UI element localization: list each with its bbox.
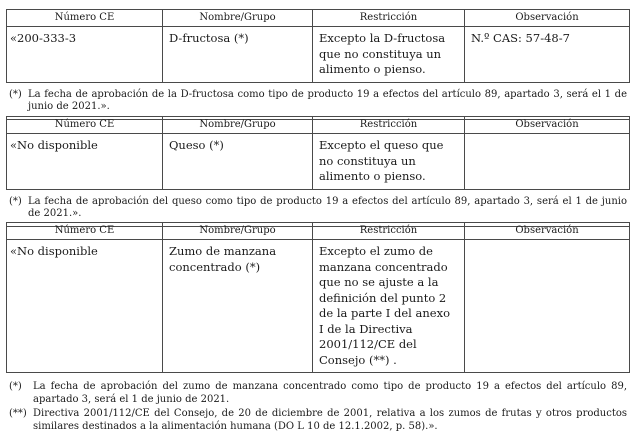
footnote-mark: (*) bbox=[9, 195, 22, 207]
table-row bbox=[7, 240, 630, 373]
footnote-text: La fecha de aprobación de la D-fructosa como tipo de producto 19 a efectos del artículo 89, apartado 3, será el 1 de junio de 2021.». bbox=[28, 88, 627, 112]
entry-block-d-fructosa bbox=[6, 9, 629, 120]
footnote-mark: (*) bbox=[9, 88, 22, 100]
table-header-row bbox=[7, 10, 630, 27]
footnotes bbox=[6, 190, 629, 227]
footnote-mark: (**) bbox=[9, 408, 27, 419]
cell-restriccion: Excepto el queso que no constituya un alimento o pienso. bbox=[313, 134, 465, 190]
substance-table bbox=[6, 9, 630, 83]
footnote bbox=[6, 408, 629, 433]
header-restriccion: Restricción bbox=[313, 117, 465, 134]
header-restriccion: Restricción bbox=[313, 10, 465, 27]
footnote-text: La fecha de aprobación del zumo de manzana concentrado como tipo de producto 19 a efectos del artículo 89, apartado 3, será el 1 de junio de 2021. bbox=[33, 381, 627, 405]
footnote bbox=[6, 381, 629, 406]
cell-numero-ce: «No disponible bbox=[7, 240, 163, 373]
footnote-text: Directiva 2001/112/CE del Consejo, de 20 de diciembre de 2001, relativa a los zumos de frutas y otros productos similares destinados a la alimentación humana (DO L 10 de 12.1.2002, p. 58).». bbox=[33, 408, 627, 432]
table-row bbox=[7, 27, 630, 83]
header-numero-ce: Número CE bbox=[7, 10, 163, 27]
header-nombre-grupo: Nombre/Grupo bbox=[163, 223, 313, 240]
header-observacion: Observación bbox=[465, 223, 630, 240]
header-observacion: Observación bbox=[465, 117, 630, 134]
cell-nombre-grupo: D-fructosa (*) bbox=[163, 27, 313, 83]
footnote bbox=[6, 89, 629, 114]
cell-observacion bbox=[465, 134, 630, 190]
header-nombre-grupo: Nombre/Grupo bbox=[163, 117, 313, 134]
header-observacion: Observación bbox=[465, 10, 630, 27]
entry-block-queso bbox=[6, 116, 629, 227]
footnote-text: La fecha de aprobación del queso como tipo de producto 19 a efectos del artículo 89, apartado 3, será el 1 de junio de 2021.». bbox=[28, 195, 627, 219]
footnotes bbox=[6, 373, 629, 433]
cell-observacion: N.º CAS: 57-48-7 bbox=[465, 27, 630, 83]
cell-nombre-grupo: Queso (*) bbox=[163, 134, 313, 190]
cell-nombre-grupo: Zumo de manzana concentrado (*) bbox=[163, 240, 313, 373]
cell-numero-ce: «200-333-3 bbox=[7, 27, 163, 83]
table-header-row bbox=[7, 223, 630, 240]
footnotes bbox=[6, 83, 629, 120]
substance-table bbox=[6, 222, 630, 373]
header-nombre-grupo: Nombre/Grupo bbox=[163, 10, 313, 27]
header-restriccion: Restricción bbox=[313, 223, 465, 240]
cell-restriccion: Excepto la D-fructosa que no constituya un alimento o pienso. bbox=[313, 27, 465, 83]
cell-restriccion: Excepto el zumo de manzana concentrado que no se ajuste a la definición del punto 2 de la parte I del anexo I de la Directiva 2001/112/CE del Consejo (**) . bbox=[313, 240, 465, 373]
substance-table bbox=[6, 116, 630, 190]
footnote-mark: (*) bbox=[9, 381, 22, 392]
table-row bbox=[7, 134, 630, 190]
header-numero-ce: Número CE bbox=[7, 117, 163, 134]
header-numero-ce: Número CE bbox=[7, 223, 163, 240]
cell-numero-ce: «No disponible bbox=[7, 134, 163, 190]
entry-block-zumo-manzana bbox=[6, 222, 629, 433]
footnote bbox=[6, 196, 629, 221]
cell-observacion bbox=[465, 240, 630, 373]
table-header-row bbox=[7, 117, 630, 134]
